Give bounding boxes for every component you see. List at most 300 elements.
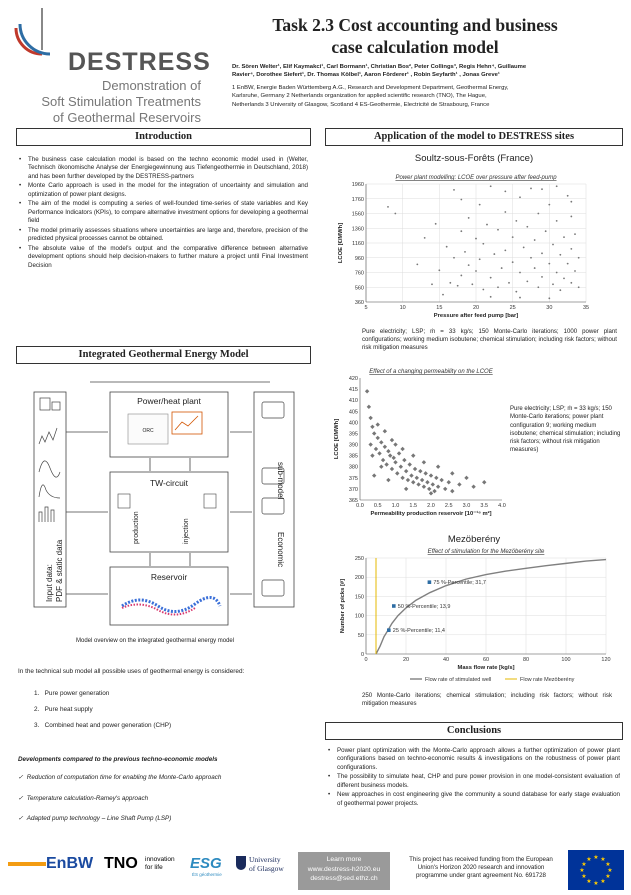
conclusions-title: Conclusions [325, 722, 623, 740]
data-point [486, 224, 488, 226]
data-point [526, 226, 528, 228]
data-point [563, 278, 565, 280]
x-tick-label: 100 [561, 657, 571, 663]
data-point [368, 416, 372, 420]
data-point [374, 447, 378, 451]
data-point [504, 211, 506, 213]
svg-text:★: ★ [586, 878, 592, 885]
data-point [390, 438, 394, 442]
data-point [556, 220, 558, 222]
x-tick-label: 30 [546, 305, 553, 311]
data-point [386, 449, 390, 453]
use-2: 2. Pure heat supply [34, 706, 93, 713]
data-point [424, 237, 426, 239]
data-point [429, 473, 433, 477]
x-tick-label: 2.5 [444, 503, 453, 509]
y-tick-label: 560 [354, 285, 364, 292]
y-tick-label: 360 [354, 300, 364, 306]
chart-title: Power plant modelling: LCOE over pressure after feed-pump [395, 175, 557, 181]
data-point [471, 283, 473, 285]
data-point [482, 243, 484, 245]
logo-tagline-3: of Geothermal Reservoirs [52, 110, 201, 125]
data-point [497, 286, 499, 288]
data-point [406, 478, 410, 482]
development-2-label: Temperature calculation-Ramey's approach [26, 795, 149, 802]
svg-text:★: ★ [593, 854, 599, 861]
developments-title: Developments compared to the previous techno-economic models [18, 756, 218, 763]
y-tick-label: 415 [348, 387, 358, 394]
use-2-label: Pure heat supply [44, 706, 93, 713]
data-point [534, 239, 536, 241]
percentile-marker [392, 604, 396, 608]
data-point [400, 447, 404, 451]
data-point [447, 480, 451, 484]
data-point [404, 469, 408, 473]
data-point [427, 487, 431, 491]
y-tick-label: 395 [348, 431, 358, 438]
data-point [367, 405, 371, 409]
percentile-label: 25 %-Percentile; 11,4 [392, 628, 445, 635]
svg-text:★: ★ [600, 878, 606, 885]
x-tick-label: 40 [442, 657, 450, 663]
data-point [479, 204, 481, 206]
y-tick-label: 380 [348, 464, 358, 471]
check-icon: ✓ [18, 795, 24, 802]
data-point [390, 467, 394, 471]
svg-text:★: ★ [579, 867, 585, 874]
data-point [416, 263, 418, 265]
data-point [479, 258, 481, 260]
data-point [541, 276, 543, 278]
data-point [567, 195, 569, 197]
site-1-title: Soultz-sous-Forêts (France) [414, 153, 534, 164]
data-point [400, 476, 404, 480]
y-tick-label: 0 [360, 652, 364, 658]
data-point [370, 425, 374, 429]
learn-more-box[interactable] [298, 852, 390, 890]
data-point [519, 196, 521, 198]
data-point [443, 487, 447, 491]
x-tick-label: 3.5 [480, 503, 489, 509]
data-point [497, 229, 499, 231]
data-point [570, 282, 572, 284]
data-point [431, 283, 433, 285]
affil-line-2: Karlsruhe, Germany 2 Netherlands organization for applied scientific research (TNO), The Hague, [232, 93, 487, 100]
data-point [446, 246, 448, 248]
data-point [376, 436, 380, 440]
funding-line-2: Union's Horizon 2020 research and innovation [417, 864, 545, 871]
use-3: 3. Combined heat and power generation (CHP) [34, 722, 172, 729]
funding-text [396, 856, 566, 880]
logo-tagline-1: Demonstration of [102, 78, 201, 93]
data-point [519, 297, 521, 299]
introduction-list [16, 156, 308, 271]
data-point [397, 451, 401, 455]
svg-text:★: ★ [605, 873, 611, 880]
enbw-logo [8, 862, 46, 866]
data-point [512, 261, 514, 263]
x-tick-label: 0 [364, 657, 368, 663]
data-point [490, 296, 492, 298]
data-point [450, 471, 454, 475]
data-point [422, 484, 426, 488]
svg-text:★: ★ [581, 861, 587, 868]
list-item: • The possibility to simulate heat, CHP and pure power provision in one model-consistent evaluation of different business models. [325, 773, 620, 790]
svg-text:★: ★ [581, 873, 587, 880]
y-tick-label: 960 [354, 255, 364, 262]
data-point [574, 270, 576, 272]
data-point [482, 480, 486, 484]
data-point [537, 213, 539, 215]
authors-line-2: Ravier⁴, Dorothee Siefert¹, Dr. Thomas Kölbel¹, Aaron Förderer¹ , Robin Seyfarth¹ , Jonas Greve¹ [232, 72, 500, 78]
website-link[interactable]: www.destress-h2020.eu [307, 865, 381, 873]
data-point [559, 254, 561, 256]
data-point [388, 453, 392, 457]
model-caption: Model overview on the integrated geothermal energy model [76, 638, 235, 644]
check-icon: ✓ [18, 815, 24, 822]
data-point [402, 458, 406, 462]
use-1: 1. Pure power generation [34, 690, 110, 697]
tno-tagline-1: innovation [145, 856, 175, 863]
data-point [559, 289, 561, 291]
chart1-note: Pure electricity; LSP; ṁ = 33 kg/s; 150 Monte-Carlo iterations; 1000 power plant configurations; working medium isobutene; chemical stimulation; including risk factors; without risk mitigation measures [362, 328, 617, 351]
data-point [545, 230, 547, 232]
x-tick-label: 10 [399, 305, 406, 311]
data-point [552, 283, 554, 285]
y-tick-label: 420 [348, 376, 358, 382]
y-tick-label: 760 [354, 270, 364, 277]
affiliations [232, 84, 626, 109]
data-point [379, 465, 383, 469]
input-data-label-2: PDF & static data [55, 539, 64, 602]
x-tick-label: 1.5 [409, 503, 418, 509]
destress-logo [8, 4, 211, 125]
data-point [439, 478, 443, 482]
logo-name: DESTRESS [68, 48, 211, 76]
data-point [450, 489, 454, 493]
lcoe-permeability-chart [330, 362, 510, 532]
data-point [383, 429, 387, 433]
svg-text:★: ★ [586, 856, 592, 863]
data-point [534, 267, 536, 269]
glasgow-line-2: of Glasgow [249, 863, 284, 873]
y-tick-label: 370 [348, 486, 358, 493]
authors [232, 63, 626, 79]
y-tick-label: 1760 [351, 196, 364, 203]
data-point [393, 460, 397, 464]
x-tick-label: 3.0 [462, 503, 471, 509]
list-item: • Power plant optimization with the Monte-Carlo approach allows a further optimization of power plant configurations based on techno-economic results & investigations on the robustness of power plant configurations. [325, 747, 620, 772]
x-tick-label: 1.0 [391, 503, 400, 509]
data-point [431, 482, 435, 486]
data-point [393, 442, 397, 446]
y-axis-label: LCOE [€/MWh] [334, 418, 340, 460]
data-point [409, 473, 413, 477]
data-point [490, 185, 492, 187]
data-point [578, 286, 580, 288]
y-axis-label: LCOE [€/MWh] [338, 222, 344, 264]
y-tick-label: 250 [354, 556, 364, 562]
y-tick-label: 410 [348, 398, 358, 405]
data-point [392, 456, 396, 460]
data-point [548, 297, 550, 299]
affil-line-3: Netherlands 3 University of Glasgow, Scotland 4 ES-Geothermie, Electricité de Strasbourg, France [232, 101, 490, 108]
percentile-label: 75 %-Percentile; 31,7 [433, 580, 486, 587]
orc-label: ORC [142, 428, 154, 434]
data-point [464, 476, 468, 480]
x-tick-label: 0.5 [373, 503, 382, 509]
data-point [567, 263, 569, 265]
x-tick-label: 80 [522, 657, 530, 663]
data-point [570, 216, 572, 218]
x-tick-label: 20 [402, 657, 410, 663]
footer [0, 848, 631, 895]
production-label: production [133, 511, 140, 544]
data-point [379, 440, 383, 444]
data-point [432, 489, 436, 493]
conclusions-list [325, 747, 620, 810]
data-point [372, 473, 376, 477]
data-point [429, 491, 433, 495]
y-tick-label: 100 [354, 613, 364, 620]
data-point [530, 257, 532, 259]
application-title: Application of the model to DESTRESS sites [325, 128, 623, 146]
data-point [435, 223, 437, 225]
chart-title: Effect of a changing permeability on the LCOE [369, 369, 493, 375]
y-tick-label: 1960 [351, 182, 364, 188]
data-point [413, 467, 417, 471]
x-tick-label: 60 [482, 657, 490, 663]
data-point [425, 480, 429, 484]
data-point [512, 236, 514, 238]
x-axis-label: Permeability production reservoir [10⁻¹⁶ m²] [370, 511, 492, 517]
x-tick-label: 25 [509, 305, 516, 311]
data-point [523, 247, 525, 249]
tno-tagline [145, 856, 175, 871]
y-tick-label: 1560 [351, 211, 364, 218]
data-point [556, 185, 558, 187]
data-point [418, 469, 422, 473]
input-data-label: Input data: [45, 564, 54, 602]
development-3 [18, 815, 171, 823]
data-point [563, 236, 565, 238]
email-link[interactable]: destress@sed.ethz.ch [310, 875, 378, 882]
data-point [370, 453, 374, 457]
legend-label-mezobereny: Flow rate Mezöberény [520, 677, 575, 683]
data-point [482, 289, 484, 291]
data-point [422, 460, 426, 464]
tw-circuit-label: TW-circuit [149, 478, 189, 488]
data-point [570, 248, 572, 250]
data-point [381, 458, 385, 462]
data-point [365, 389, 369, 393]
logo-tagline-2: Soft Stimulation Treatments [41, 94, 201, 109]
data-point [376, 422, 380, 426]
data-point [438, 269, 440, 271]
data-point [570, 201, 572, 203]
glasgow-line-1: University [249, 855, 281, 864]
x-tick-label: 20 [472, 305, 480, 311]
chart-title: Effect of stimulation for the Mezöberény site [427, 549, 545, 555]
title-line-1: Task 2.3 Cost accounting and business [272, 15, 558, 35]
y-tick-label: 50 [357, 632, 364, 639]
data-point [541, 252, 543, 254]
development-1-label: Reduction of computation time for enabling the Monte-Carlo approach [26, 774, 222, 781]
data-point [578, 257, 580, 259]
eu-flag-icon [568, 850, 624, 890]
x-tick-label: 0.0 [356, 503, 364, 509]
legend-label-stimulated: Flow rate of stimulated well [425, 677, 492, 683]
glasgow-logo [249, 856, 284, 873]
svg-text:★: ★ [607, 867, 613, 874]
site-2-title: Mezöberény [447, 534, 501, 545]
esg-tagline: ÉS géothermie [192, 872, 222, 877]
data-point [457, 285, 459, 287]
x-tick-label: 35 [582, 305, 590, 311]
funding-line-3: programme under grant agreement No. 691728 [415, 872, 547, 879]
lcoe-pressure-chart [330, 168, 600, 326]
x-tick-label: 15 [436, 305, 443, 311]
injection-label: injection [183, 518, 190, 544]
percentile-marker [428, 580, 432, 584]
development-3-label: Adapted pump technology – Line Shaft Pump (LSP) [26, 815, 172, 822]
power-plant-label: Power/heat plant [137, 396, 201, 406]
y-tick-label: 1360 [351, 226, 364, 233]
enbw-logo-text: EnBW [46, 855, 94, 872]
data-point [501, 267, 503, 269]
data-point [552, 244, 554, 246]
y-tick-label: 390 [348, 442, 358, 449]
y-tick-label: 400 [348, 420, 358, 427]
data-point [415, 476, 419, 480]
y-tick-label: 1160 [352, 241, 364, 247]
introduction-title: Introduction [16, 128, 311, 146]
data-point [508, 282, 510, 284]
data-point [556, 272, 558, 274]
data-point [519, 272, 521, 274]
x-axis-label: Pressure after feed pump [bar] [433, 313, 519, 319]
svg-text:★: ★ [600, 856, 606, 863]
data-point [460, 199, 462, 201]
chart2-note: Pure electricity; LSP; ṁ = 33 kg/s; 150 Monte-Carlo iterations; power plant configuration 9; working medium isobutene; chemical stimulation; including risk factors; without risk mitigation measures) [510, 406, 621, 454]
data-point [411, 453, 415, 457]
data-point [493, 253, 495, 255]
list-item: • The model primarily assesses situations where uncertainties are large and, therefore, precision of the predicted physical processes cannot be obtained. [16, 227, 308, 244]
data-point [548, 204, 550, 206]
data-point [368, 442, 372, 446]
x-tick-label: 2.0 [427, 503, 435, 509]
data-point [537, 286, 539, 288]
learn-more-label: Learn more [326, 856, 362, 863]
data-point [515, 220, 517, 222]
tno-logo: TNO [104, 855, 138, 872]
data-point [457, 482, 461, 486]
reservoir-label: Reservoir [150, 572, 188, 582]
mezobereny-chart [330, 546, 620, 688]
data-point [504, 190, 506, 192]
data-point [423, 471, 427, 475]
title-line-2: case calculation model [331, 37, 499, 57]
data-point [453, 257, 455, 259]
data-point [416, 482, 420, 486]
chart3-note: 250 Monte-Carlo iterations; chemical stimulation; including risk factors; without risk mitigation measures [362, 692, 612, 707]
y-tick-label: 200 [354, 575, 364, 582]
data-point [490, 277, 492, 279]
data-point [384, 462, 388, 466]
percentile-marker [387, 628, 391, 632]
data-point [475, 238, 477, 240]
data-point [436, 484, 440, 488]
tno-tagline-2: for life [145, 863, 163, 871]
data-point [377, 451, 381, 455]
model-title: Integrated Geothermal Energy Model [16, 346, 311, 364]
use-1-label: Pure power generation [44, 690, 110, 697]
svg-text:★: ★ [593, 880, 599, 887]
data-point [386, 478, 390, 482]
data-point [399, 465, 403, 469]
data-point [436, 465, 440, 469]
data-point [383, 445, 387, 449]
data-point [468, 264, 470, 266]
y-tick-label: 150 [354, 594, 364, 601]
y-tick-label: 375 [348, 475, 358, 482]
x-axis-label: Mass flow rate [kg/s] [457, 665, 515, 671]
use-3-label: Combined heat and power generation (CHP) [44, 722, 172, 729]
data-point [408, 462, 412, 466]
data-point [464, 251, 466, 253]
percentile-label: 50 %-Percentile; 13,9 [397, 604, 451, 610]
data-point [404, 487, 408, 491]
data-point [434, 476, 438, 480]
list-item: • The business case calculation model is based on the techno economic model used in (Welter, Technisch ökonomische Analyse der Energiegewinnung aus Tiefengeothermie in Deutschland, 2018) and has been further developed by the DESTRESS-partners [16, 156, 308, 181]
x-tick-label: 5 [364, 305, 368, 311]
economic-label: Economic [276, 532, 285, 568]
data-point [475, 270, 477, 272]
data-point [453, 189, 455, 191]
y-axis-label: Number of picks [#] [340, 578, 346, 634]
data-point [460, 230, 462, 232]
list-item: • The absolute value of the model's output and the comparative difference between alternative development options should help decision-makers to further mature a project until Final Investment Decision [16, 245, 308, 270]
affil-line-1: 1 EnBW, Energie Baden Württemberg A.G., Research and Development Department, Geothermal Energy, [232, 85, 509, 91]
data-point [395, 471, 399, 475]
data-point [442, 294, 444, 296]
poster-title [215, 14, 615, 58]
svg-text:★: ★ [605, 861, 611, 868]
data-point [460, 275, 462, 277]
check-icon: ✓ [18, 774, 24, 781]
list-item: • New approaches in cost engineering give the community a sound database for early stage evaluation of geothermal power projects. [325, 791, 620, 808]
data-point [530, 188, 532, 190]
y-tick-label: 385 [348, 453, 358, 460]
x-tick-label: 120 [601, 657, 611, 663]
data-point [387, 206, 389, 208]
list-item: • The aim of the model is computing a series of well-founded time-series of state variables and Key Performance Indicators (KPIs), to compare alternative investment options for developing a geothermal field [16, 200, 308, 225]
funding-line-1: This project has received funding from the European [409, 856, 553, 863]
data-point [420, 478, 424, 482]
technical-text: In the technical sub model all possible uses of geothermal energy is considered: [18, 668, 245, 675]
data-point [541, 188, 543, 190]
sub-model-label: sub-model [276, 462, 285, 500]
model-diagram [30, 372, 300, 632]
y-tick-label: 365 [348, 498, 358, 504]
list-item: • Monte Carlo approach is used in the model for the integration of uncertainty and simulation and optimization of power plant designs. [16, 182, 308, 199]
data-point [449, 282, 451, 284]
data-point [548, 263, 550, 265]
data-point [394, 213, 396, 215]
authors-line-1: Dr. Sören Welter¹, Elif Kaymakci¹, Carl Bormann¹, Christian Bos², Peter Collings³, Regis Hehn⁴, Guillaume [232, 64, 527, 70]
data-point [471, 484, 475, 488]
y-tick-label: 405 [348, 409, 358, 416]
